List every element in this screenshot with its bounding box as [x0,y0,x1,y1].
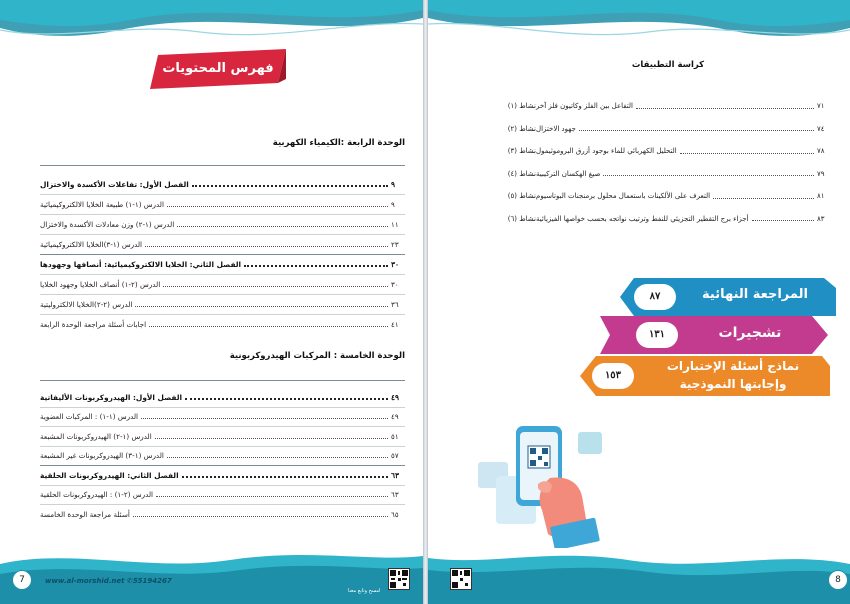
toc-lesson-row[interactable] [40,237,405,251]
activity-title: أجزاء برج التقطير التجزيئي للنفط وترتيب نواتجه بحسب خواصها الفيزيائية [536,214,749,223]
activity-row[interactable] [478,167,831,181]
activity-title: التحليل الكهربائي للماء بوجود أزرق البروموثيمول [536,147,677,155]
toc-entry-page: ٥١ [391,431,399,441]
toc-chapter-row[interactable] [40,390,405,404]
phone-icon: ✆ [126,577,133,585]
row-separator [40,234,405,235]
unit4-separator [40,165,405,166]
dot-leader [244,265,388,267]
activity-title: التفاعل بين الفلز وكاتيون فلز آخر [536,102,633,110]
toc-entry-title: الدرس (١-٣)الخلايا الالكتروكيميائية [40,239,143,249]
dot-leader [133,516,388,517]
exam-models-banner[interactable] [580,356,830,396]
activity-page: ٧٩ [817,169,825,178]
toc-entry-page: ٤٩ [391,392,399,402]
row-separator [40,485,405,486]
left-page-number: 7 [12,570,32,590]
toc-lesson-row[interactable] [40,507,405,521]
row-separator [40,294,405,295]
activity-label: نشاط (٣) [507,147,536,155]
right-page-number: 8 [828,570,848,590]
exam-models-label [642,357,824,393]
dot-leader [177,226,388,227]
exam-models-line1: نماذج أسئلة الإختبارات [666,359,800,373]
dot-leader [167,457,388,458]
row-separator [40,254,405,255]
toc-entry-page: ٣٦ [391,299,399,309]
toc-entry-title: اجابات أسئلة مراجعة الوحدة الرابعة [40,319,147,329]
unit5-separator [40,380,405,381]
toc-entry-title: الدرس (٢-١) أنصاف الخلايا وجهود الخلايا [40,279,161,289]
toc-entry-page: ٤٩ [391,412,399,421]
trees-page: ١٣١ [636,322,678,348]
toc-lesson-row[interactable] [40,449,405,463]
applications-title: كراسة التطبيقات [631,60,705,70]
phone-text: 55194267 [132,577,172,585]
final-review-label: المراجعة النهائية [702,287,808,302]
toc-title: فهرس المحتويات [162,61,274,76]
toc-entry-title: الدرس (١-١) : المركبات العضوية [40,412,139,421]
toc-entry-title: الفصل الثاني: الهيدروكربونات الحلقية [40,470,179,480]
dot-leader [752,220,814,221]
dot-leader [155,438,388,439]
row-separator [40,214,405,215]
toc-chapter-row[interactable] [40,257,405,271]
row-separator [40,446,405,447]
toc-chapter-row[interactable] [40,468,405,482]
toc-chapter-row[interactable] [40,177,405,191]
activity-label: نشاط (٤) [507,169,536,178]
activity-title: جهود الاختزال [536,124,576,133]
dot-leader [149,326,388,327]
exam-models-page: ١٥٣ [592,363,634,389]
row-separator [40,465,405,466]
activity-row[interactable] [478,122,831,136]
footer-website[interactable] [45,577,172,585]
final-review-banner[interactable] [620,278,836,316]
exam-models-line2: وإجابتها النموذجية [679,377,787,391]
row-separator [40,274,405,275]
qr-code-icon[interactable] [388,568,410,590]
toc-entry-page: ٣٠ [391,259,399,269]
activity-page: ٨٣ [817,214,825,223]
toc-entry-title: الفصل الأول: تفاعلات الأكسدة والاختزال [40,179,189,189]
bottom-wave-decoration [0,542,423,604]
activity-title: التعرف على الألكينات باستعمال محلول برمنجنات البوتاسيوم [536,192,711,200]
toc-entry-title: الدرس (١-٢) الهيدروكربونات المشبعة [40,431,152,441]
final-review-page: ٨٧ [634,284,676,310]
activity-page: ٧٨ [817,147,825,155]
unit5-heading: الوحدة الخامسة : المركبات الهيدروكربونية [229,351,405,361]
dot-leader [156,496,388,497]
qr-code-icon-right[interactable] [450,568,472,590]
dot-leader [713,198,814,199]
activity-row[interactable] [478,212,831,226]
activity-row[interactable] [478,189,831,203]
toc-entry-title: الفصل الثاني: الخلايا الالكتروكيميائية: أنصافها وجهودها [40,259,242,269]
toc-lesson-row[interactable] [40,277,405,291]
toc-lesson-row[interactable] [40,317,405,331]
row-separator [40,504,405,505]
toc-entry-title: أسئلة مراجعة الوحدة الخامسة [40,509,130,519]
toc-entry-title: الدرس (٢-٢)الخلايا الالكتروليتية [40,299,133,309]
toc-title-badge [150,49,286,89]
activity-label: نشاط (٢) [507,124,536,133]
dot-leader [636,108,814,109]
toc-lesson-row[interactable] [40,197,405,211]
toc-entry-page: ٩ [391,199,395,209]
toc-lesson-row[interactable] [40,429,405,443]
row-separator [40,314,405,315]
row-separator [40,426,405,427]
dot-leader [579,130,814,131]
toc-entry-page: ٤١ [391,319,399,329]
dot-leader [135,306,388,307]
activity-row[interactable] [478,99,831,113]
dot-leader [603,175,814,176]
activity-label: نشاط (٦) [507,214,536,223]
dot-leader [185,398,388,400]
activity-page: ٧١ [817,102,825,110]
toc-entry-page: ٦٣ [391,470,399,480]
row-separator [40,194,405,195]
dot-leader [182,476,388,478]
toc-lesson-row[interactable] [40,297,405,311]
activity-page: ٨١ [817,192,825,200]
toc-entry-title: الدرس (١-١) طبيعة الخلايا الالكتروكيميائية [40,199,164,209]
toc-entry-page: ١١ [391,219,399,229]
trees-label: تشجيرات [718,325,782,341]
toc-entry-title: الدرس (١-٣) الهيدروكربونات غير المشبعة [40,451,164,460]
dot-leader [163,286,388,287]
toc-entry-page: ٥٧ [391,451,399,460]
qr-caption: امسح وتابع معنا [348,588,381,594]
toc-entry-page: ٦٥ [391,509,399,519]
bottom-wave-decoration-right [428,542,850,604]
dot-leader [680,153,814,154]
toc-entry-page: ٢٣ [391,239,399,249]
top-wave-decoration-right [428,0,850,60]
toc-entry-title: الدرس (١-٢) وزن معادلات الأكسدة والاختزال [40,219,175,229]
right-page [428,0,850,604]
dot-leader [145,246,388,247]
dot-leader [167,206,388,207]
activity-row[interactable] [478,144,831,158]
trees-banner[interactable] [600,316,828,354]
toc-entry-page: ٩ [391,179,395,189]
toc-entry-title: الدرس (٢-١) : الهيدروكربونات الحلقية [40,490,154,499]
unit4-heading: الوحدة الرابعة :الكيمياء الكهربية [272,138,405,148]
activity-page: ٧٤ [817,124,825,133]
toc-entry-page: ٦٣ [391,490,399,499]
toc-lesson-row[interactable] [40,217,405,231]
activity-title: صيغ الهكسان التركيبية [536,169,601,178]
left-page [0,0,423,604]
toc-entry-page: ٣٠ [391,279,399,289]
toc-entry-title: الفصل الأول: الهيدروكربونات الأليفاتية [40,392,183,402]
phone-qr-illustration-icon [478,418,618,548]
toc-lesson-row[interactable] [40,410,405,424]
row-separator [40,407,405,408]
toc-lesson-row[interactable] [40,488,405,502]
dot-leader [141,418,388,419]
website-text[interactable]: www.al-morshid.net [45,577,125,585]
activity-label: نشاط (١) [507,102,536,110]
dot-leader [192,185,388,187]
activity-label: نشاط (٥) [507,192,536,200]
